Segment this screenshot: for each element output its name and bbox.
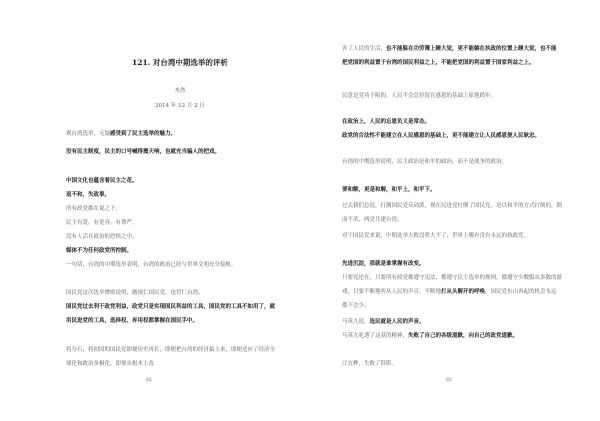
left-page — [60, 0, 280, 421]
paragraph: 对于国民党来说，中期选举大败没啥大不了，世界上哪有没有永远的执政党。 — [342, 233, 530, 239]
paragraph: 善了人民的生活，也不能躲在功劳簿上睡大觉，更不能躺在执政的位置上睡大觉，也不能把党国的利益置于台湾的国民利益之上，不能把党国的利益置于国家利益之上。 — [342, 46, 557, 66]
article-title: 121. 对台湾中期选举的评析 — [132, 58, 228, 67]
paragraph: 政党的合法性不能建立在人民感恩的基础上，更不能建立让人民感恩便人民耿忠。 — [342, 133, 541, 139]
paragraph: 没有民主制度，民主的口号喊得震天响，也就充当骗人的把戏。 — [66, 149, 221, 155]
paragraph: 在政治上，人民的忘恩负义是常态。 — [342, 119, 431, 125]
paragraph: 返不和，失政事。 — [66, 192, 111, 198]
paragraph: 马英九吃透了这基的精神，失败了自己的各级道歉，向自己的政党道歉。 — [342, 333, 519, 339]
paragraph: 没有人活在政治的恐惧之中。 — [66, 234, 138, 240]
article-author: 木然 — [174, 88, 186, 94]
paragraph: 马英九说，选民就是人民的声音。 — [342, 319, 425, 325]
right-page — [336, 0, 564, 421]
paragraph: 一句话，台湾的中期选举表明，台湾的政治已经与世界文明充分接轨。 — [66, 262, 237, 268]
paragraph: 媒体不为任何政党所控制。 — [66, 248, 133, 254]
paragraph: 国民党这次选举惨败说明，做视仁国民党，也管仁台湾。 — [66, 290, 204, 296]
paragraph: 国民党过去利于政党利益，政党只是实现国民利益的工具，国民党的工具不如用了，就用民进党的工具，选择权、弃用权都掌握在国民手中。 — [66, 304, 276, 324]
paragraph: 先进沉淀，那就是谁掌握有改变。 — [342, 261, 425, 267]
paragraph: 要和解，更是和解，和平上，和平下。 — [342, 187, 436, 193]
paragraph: 所有政党都在说之下。 — [66, 206, 122, 212]
paragraph: 中国文化也蕴含着民主之花。 — [66, 178, 138, 184]
paragraph: 过去我们总说，打倒国民党反动派，现在民进党打倒了国民党，是以和平的方式打倒的，倒而不杀，两党共建台湾。 — [342, 203, 563, 223]
paragraph: 将分石，将初国的国民党即便历史再长，即便把台湾的经济搞上来，即便适应了经济全球化和政治多极化，即便从根本上改 — [66, 347, 276, 367]
paragraph: 台湾的中期选举说明，民主政治是和平的政治，而不是战争的政治。 — [342, 159, 508, 165]
paragraph: 只要党还在，只要所有政党都遵守宪法，都遵守民主选举的规则，都遵守少数服从多数的游戏，只要不断地听从人民的声音，不断地打从头解开的呼唤，国民党东山再起的机会永远都不会少。 — [342, 275, 563, 309]
paragraph: 观台湾选举，无疑感受到了民主选举的魅力。 — [66, 131, 177, 137]
article-date: 2014 年 12 月 2 日 — [155, 103, 205, 109]
page-number: 82 — [146, 378, 152, 383]
page-number: 83 — [446, 378, 452, 383]
paragraph: 民主有爱，有宽容，有尊严。 — [66, 220, 138, 226]
paragraph: 民意是党功不陷的，人民不会总停留在感恩的基础上原地踏步。 — [342, 93, 497, 99]
paragraph: 江宜桦，失败了辞职。 — [342, 361, 398, 367]
